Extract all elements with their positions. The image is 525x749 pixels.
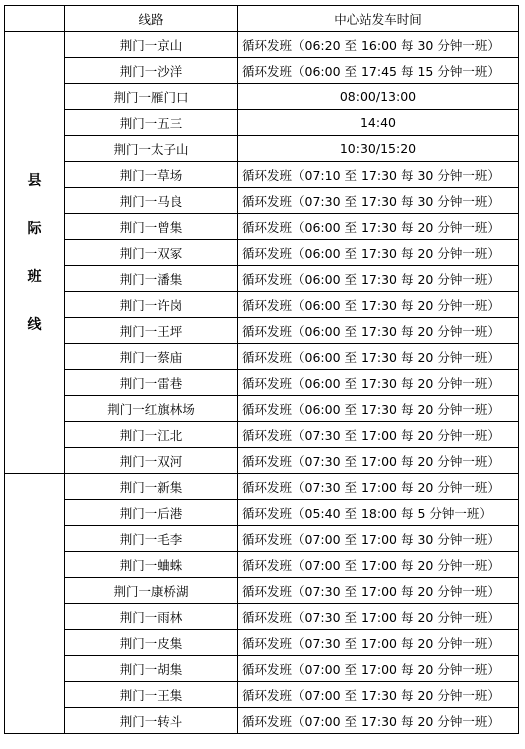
- route-name: 荆门一皮集: [65, 630, 238, 656]
- table-row: [5, 84, 519, 110]
- departure-schedule: 循环发班（06:00 至 17:45 每 15 分钟一班）: [238, 58, 519, 84]
- departure-schedule: 10:30/15:20: [238, 136, 519, 162]
- route-name: 荆门一王集: [65, 682, 238, 708]
- route-name: 荆门一蔡庙: [65, 344, 238, 370]
- table-row: [5, 682, 519, 708]
- departure-schedule: 循环发班（06:00 至 17:30 每 20 分钟一班）: [238, 396, 519, 422]
- route-name: 荆门一京山: [65, 32, 238, 58]
- table-row: [5, 422, 519, 448]
- table-row: [5, 266, 519, 292]
- departure-schedule: 循环发班（07:30 至 17:00 每 20 分钟一班）: [238, 630, 519, 656]
- table-row: [5, 32, 519, 58]
- table-row: [5, 578, 519, 604]
- table-row: [5, 240, 519, 266]
- route-name: 荆门一转斗: [65, 708, 238, 734]
- departure-schedule: 循环发班（07:30 至 17:30 每 30 分钟一班）: [238, 188, 519, 214]
- departure-schedule: 循环发班（07:00 至 17:30 每 20 分钟一班）: [238, 682, 519, 708]
- departure-schedule: 循环发班（07:00 至 17:30 每 20 分钟一班）: [238, 708, 519, 734]
- category-label-char: 线: [27, 316, 42, 333]
- table-row: [5, 630, 519, 656]
- section2-category-cell: [5, 474, 65, 734]
- table-row: [5, 500, 519, 526]
- departure-schedule: 循环发班（06:00 至 17:30 每 20 分钟一班）: [238, 266, 519, 292]
- departure-schedule: 循环发班（07:00 至 17:00 每 20 分钟一班）: [238, 656, 519, 682]
- table-row: [5, 110, 519, 136]
- section1-category-cell: [5, 32, 65, 474]
- table-row: [5, 58, 519, 84]
- departure-schedule: 14:40: [238, 110, 519, 136]
- table-header-row: [5, 6, 519, 32]
- route-name: 荆门一毛李: [65, 526, 238, 552]
- departure-schedule: 循环发班（06:00 至 17:30 每 20 分钟一班）: [238, 292, 519, 318]
- route-name: 荆门一胡集: [65, 656, 238, 682]
- table-row: [5, 552, 519, 578]
- category-label-char: 际: [27, 220, 42, 237]
- route-name: 荆门一雁门口: [65, 84, 238, 110]
- route-name: 荆门一马良: [65, 188, 238, 214]
- table-row: [5, 448, 519, 474]
- route-name: 荆门一雷巷: [65, 370, 238, 396]
- departure-schedule: 循环发班（06:00 至 17:30 每 20 分钟一班）: [238, 344, 519, 370]
- departure-schedule: 循环发班（06:00 至 17:30 每 20 分钟一班）: [238, 214, 519, 240]
- departure-schedule: 循环发班（07:00 至 17:00 每 20 分钟一班）: [238, 552, 519, 578]
- table-row: [5, 162, 519, 188]
- table-row: [5, 214, 519, 240]
- table-row: [5, 604, 519, 630]
- bus-schedule-table: [4, 5, 519, 734]
- departure-schedule: 循环发班（07:30 至 17:00 每 20 分钟一班）: [238, 422, 519, 448]
- category-label-char: 县: [27, 172, 42, 189]
- route-name: 荆门一曾集: [65, 214, 238, 240]
- table-row: [5, 656, 519, 682]
- table-row: [5, 396, 519, 422]
- departure-schedule: 循环发班（06:00 至 17:30 每 20 分钟一班）: [238, 370, 519, 396]
- departure-schedule: 循环发班（07:30 至 17:00 每 20 分钟一班）: [238, 604, 519, 630]
- header-route: 线路: [65, 6, 238, 32]
- route-name: 荆门一沙洋: [65, 58, 238, 84]
- route-name: 荆门一许岗: [65, 292, 238, 318]
- departure-schedule: 循环发班（07:30 至 17:00 每 20 分钟一班）: [238, 448, 519, 474]
- departure-schedule: 循环发班（07:30 至 17:00 每 20 分钟一班）: [238, 578, 519, 604]
- header-blank-cell: [5, 6, 65, 32]
- route-name: 荆门一五三: [65, 110, 238, 136]
- table-row: [5, 318, 519, 344]
- table-row: [5, 292, 519, 318]
- departure-schedule: 循环发班（06:00 至 17:30 每 20 分钟一班）: [238, 240, 519, 266]
- route-name: 荆门一蛐蛛: [65, 552, 238, 578]
- route-name: 荆门一双冢: [65, 240, 238, 266]
- table-row: [5, 370, 519, 396]
- header-time: 中心站发车时间: [238, 6, 519, 32]
- route-name: 荆门一红旗林场: [65, 396, 238, 422]
- route-name: 荆门一康桥湖: [65, 578, 238, 604]
- table-row: [5, 188, 519, 214]
- departure-schedule: 循环发班（05:40 至 18:00 每 5 分钟一班）: [238, 500, 519, 526]
- table-row: [5, 344, 519, 370]
- departure-schedule: 循环发班（07:30 至 17:00 每 20 分钟一班）: [238, 474, 519, 500]
- departure-schedule: 循环发班（07:10 至 17:30 每 30 分钟一班）: [238, 162, 519, 188]
- table-row: [5, 708, 519, 734]
- route-name: 荆门一太子山: [65, 136, 238, 162]
- table-row: [5, 526, 519, 552]
- route-name: 荆门一王坪: [65, 318, 238, 344]
- route-name: 荆门一雨林: [65, 604, 238, 630]
- route-name: 荆门一江北: [65, 422, 238, 448]
- table-row: [5, 474, 519, 500]
- category-label-char: 班: [27, 268, 42, 285]
- route-name: 荆门一后港: [65, 500, 238, 526]
- route-name: 荆门一潘集: [65, 266, 238, 292]
- route-name: 荆门一双河: [65, 448, 238, 474]
- departure-schedule: 循环发班（07:00 至 17:00 每 30 分钟一班）: [238, 526, 519, 552]
- table-row: [5, 136, 519, 162]
- table-body: [5, 32, 519, 734]
- route-name: 荆门一草场: [65, 162, 238, 188]
- departure-schedule: 循环发班（06:00 至 17:30 每 20 分钟一班）: [238, 318, 519, 344]
- departure-schedule: 循环发班（06:20 至 16:00 每 30 分钟一班）: [238, 32, 519, 58]
- route-name: 荆门一新集: [65, 474, 238, 500]
- departure-schedule: 08:00/13:00: [238, 84, 519, 110]
